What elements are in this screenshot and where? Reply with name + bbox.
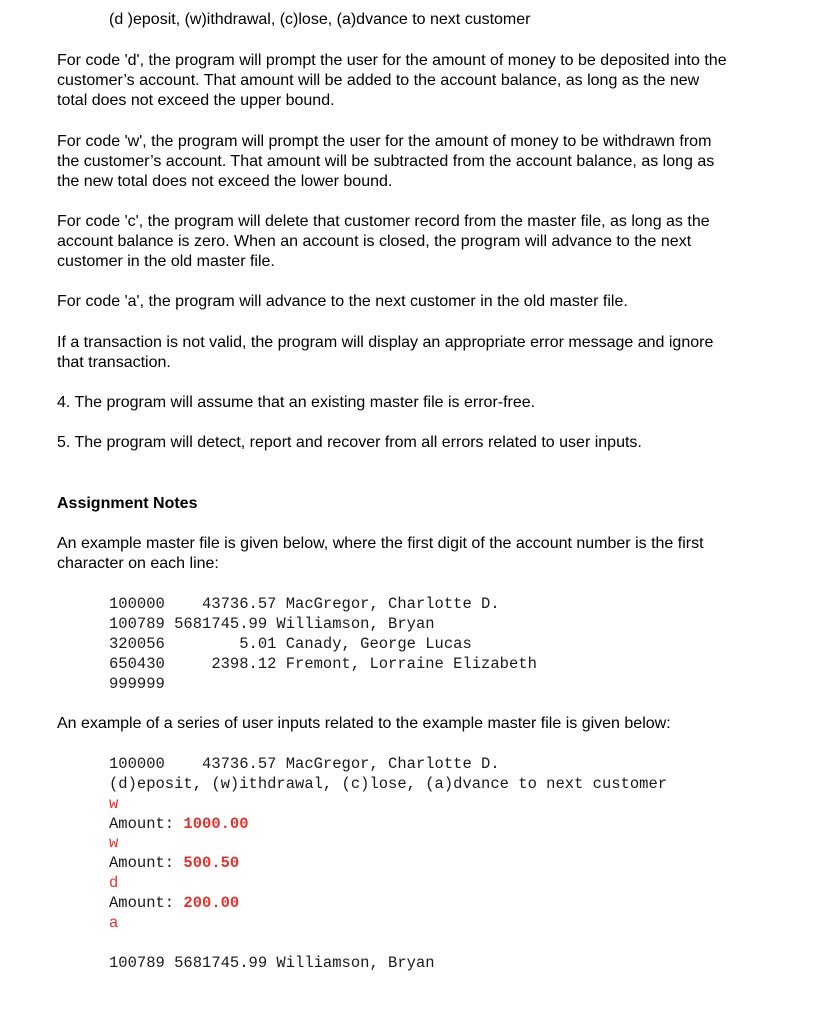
amount-label: Amount: <box>109 815 184 833</box>
amount-value: 200.00 <box>183 894 240 912</box>
para-c-line2: account balance is zero. When an account is closed, the program will advance to the next <box>57 233 692 250</box>
list-item-4: 4. The program will assume that an existing master file is error-free. <box>57 394 536 411</box>
session-amount-line <box>109 893 239 913</box>
amount-value: 1000.00 <box>183 815 249 833</box>
para-invalid-line1: If a transaction is not valid, the program will display an appropriate error message and ignore <box>57 334 714 351</box>
session-amount-line <box>109 853 239 873</box>
menu-prompt-line: (d )eposit, (w)ithdrawal, (c)lose, (a)dvance to next customer <box>109 11 531 28</box>
session-record-line: 100000 43736.57 MacGregor, Charlotte D. <box>109 755 500 773</box>
para-w-line2: the customer’s account. That amount will be subtracted from the account balance, as long as <box>57 153 715 170</box>
para-w-line3: the new total does not exceed the lower bound. <box>57 173 393 190</box>
master-file-line: 650430 2398.12 Fremont, Lorraine Elizabeth <box>109 655 537 673</box>
session-menu-line: (d)eposit, (w)ithdrawal, (c)lose, (a)dvance to next customer <box>109 775 668 793</box>
para-w-line1: For code 'w', the program will prompt the user for the amount of money to be withdrawn from <box>57 133 712 150</box>
para-a-line1: For code 'a', the program will advance to the next customer in the old master file. <box>57 293 628 310</box>
list-item-5: 5. The program will detect, report and recover from all errors related to user inputs. <box>57 434 642 451</box>
session-final-line: 100789 5681745.99 Williamson, Bryan <box>109 954 435 972</box>
session-user-input: w <box>109 834 119 852</box>
para-d-line3: total does not exceed the upper bound. <box>57 92 335 109</box>
master-intro-line1: An example master file is given below, where the first digit of the account number is the first <box>57 535 704 552</box>
para-d-line2: customer’s account. That amount will be added to the account balance, as long as the new <box>57 72 700 89</box>
master-file-line: 320056 5.01 Canady, George Lucas <box>109 635 472 653</box>
session-user-input: w <box>109 795 119 813</box>
master-file-line: 100000 43736.57 MacGregor, Charlotte D. <box>109 595 500 613</box>
master-intro-line2: character on each line: <box>57 555 219 572</box>
session-user-input: a <box>109 914 119 932</box>
para-invalid-line2: that transaction. <box>57 354 171 371</box>
session-user-input: d <box>109 874 119 892</box>
para-d-line1: For code 'd', the program will prompt the user for the amount of money to be deposited into the <box>57 52 727 69</box>
para-c-line1: For code 'c', the program will delete that customer record from the master file, as long as the <box>57 213 710 230</box>
amount-label: Amount: <box>109 894 184 912</box>
master-file-line: 100789 5681745.99 Williamson, Bryan <box>109 615 435 633</box>
amount-value: 500.50 <box>183 854 240 872</box>
para-c-line3: customer in the old master file. <box>57 253 275 270</box>
master-file-line: 999999 <box>109 675 165 693</box>
amount-label: Amount: <box>109 854 184 872</box>
section-heading: Assignment Notes <box>57 495 198 512</box>
session-amount-line <box>109 814 249 834</box>
inputs-intro: An example of a series of user inputs related to the example master file is given below: <box>57 715 671 732</box>
